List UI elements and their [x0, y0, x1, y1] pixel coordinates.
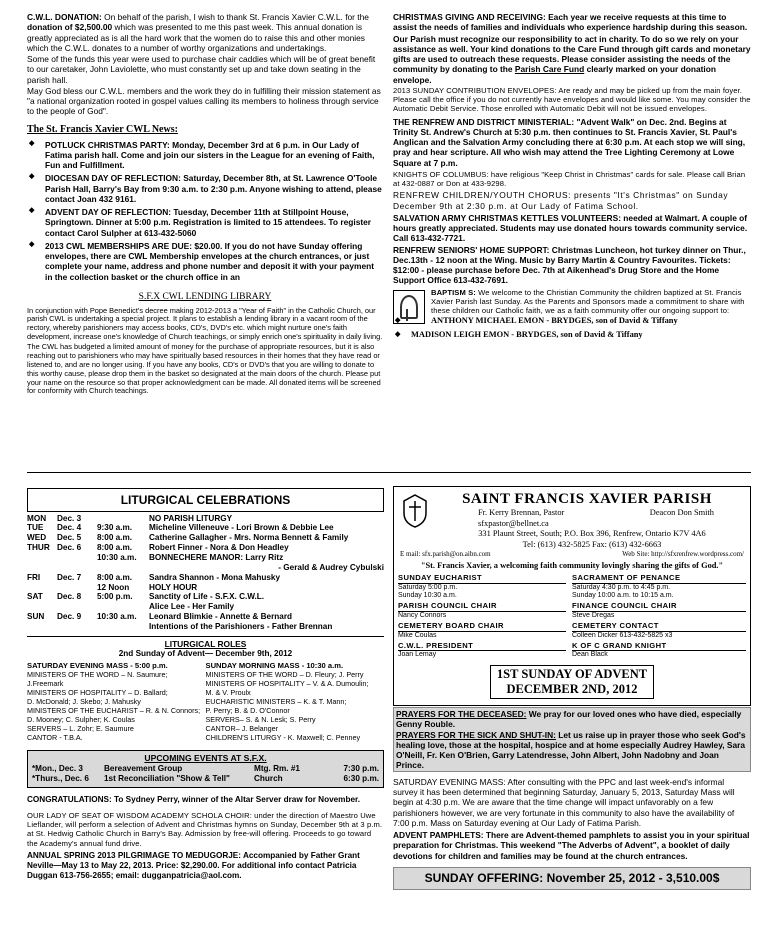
liturgy-row [27, 553, 384, 563]
liturgy-row [27, 592, 384, 602]
liturgy-day [27, 622, 57, 632]
parish-info-heading: K OF C GRAND KNIGHT [572, 642, 746, 652]
parish-address: 331 Plaunt Street, South; P.O. Box 396, Renfrew, Ontario K7V 4A6 [478, 529, 706, 539]
event-location: Church [254, 773, 283, 783]
liturgy-date [57, 583, 97, 593]
liturgy-date: Dec. 7 [57, 572, 82, 582]
liturgy-intention: Sandra Shannon - Mona Mahusky [149, 572, 281, 582]
envelopes-notice: 2013 SUNDAY CONTRIBUTION ENVELOPES: Are ready and may be picked up from the main foyer. Please call the office if you do not currently have envelopes and would like some. You may consider the Automatic Debit Service. Those enrolled with Automatic Debit will not be issued envelopes. [393, 85, 751, 114]
liturgy-row [27, 533, 384, 543]
upcoming-events-box [27, 750, 384, 787]
liturgy-intention: Micheline Villeneuve - Lori Brown & Debbie Lee [149, 523, 334, 533]
salvation-army: SALVATION ARMY CHRISTMAS KETTLES VOLUNTEERS: needed at Walmart. A couple of hours greatly appreciated. Students may use donated hours towards community service. Call 613-432-7721. [393, 212, 748, 244]
prayers-deceased: We pray for our loved ones who have died, especially Genny Rouble. [396, 709, 742, 730]
liturgy-intention: NO PARISH LITURGY [149, 513, 233, 523]
parish-pastor: Fr. Kerry Brennan, Pastor [478, 508, 565, 518]
liturgy-time: 8:00 a.m. [97, 572, 133, 582]
advent-pamphlets: ADVENT PAMPHLETS: There are Advent-themed pamphlets to assist you in your spiritual preparation for Christmas. This weekend "The Adverbs of Advent", a booklet of daily devotions for children and families may be found at the church entrances. [393, 830, 750, 861]
sunday-roles-heading: SUNDAY MORNING MASS - 10:30 a.m. [205, 661, 344, 670]
liturgy-intention: HOLY HOUR [149, 582, 198, 592]
saturday-mass-notice: SATURDAY EVENING MASS: After consulting with the PPC and last week-end's informal survey it has been determined that beginning Saturday, January 5, 2013, Saturday Mass will begin at 4:30 p.m. We are aware that the time change will impact unfavorably on a few parishioners however, we are very fortunate in this community to also have the availability of 7:00 p.m. Mass on Saturday evening at Our Lady of Fatima Parish. [393, 776, 735, 828]
liturgy-intention: Robert Finner - Nora & Don Headley [149, 543, 289, 553]
prayers-box [393, 707, 751, 771]
lending-library-heading: S.F.X CWL LENDING LIBRARY [138, 291, 272, 302]
saturday-roles-heading: SATURDAY EVENING MASS - 5:00 p.m. [27, 661, 168, 670]
parish-info-heading: CEMETERY CONTACT [572, 622, 746, 632]
role-line: MINISTERS OF HOSPITALITY – V. & A. Dumoulin; [205, 679, 369, 689]
advent-line2: DECEMBER 2ND, 2012 [506, 682, 638, 697]
liturgy-time: 10:30 a.m. [97, 553, 137, 562]
liturgy-intention: Catherine Gallagher - Mrs. Norma Bennett & Family [149, 533, 349, 543]
liturgy-date [57, 563, 97, 573]
liturgical-roles-title: LITURGICAL ROLES [27, 636, 384, 649]
role-line: MINISTERS OF HOSPITALITY – D. Ballard; [27, 688, 168, 698]
liturgy-row [27, 612, 384, 622]
role-line: MINISTERS OF THE EUCHARIST – R. & N. Connors; [27, 706, 201, 716]
seniors-support: RENFREW SENIORS' HOME SUPPORT: Christmas Luncheon, hot turkey dinner on Thur., Dec.13th - 12 noon at the Wing. Music by Barry Martin & Country Favourites. Tickets: $12:00 - please purchase before Dec. 7th at Aikenhead's Drug Store and the Home Support Office 613-432-7691. [393, 244, 746, 286]
parish-email1[interactable]: sfxpastor@bellnet.ca [478, 518, 549, 528]
prayers-sick: Let us raise up in prayer those who seek God's healing love, those at the hospital, hospice and at home especially Audrey Hawley, Sara O'Neill, Fr. Ken O'Brien, Garry Latendresse, John Albert, John Nadobny and Joan Prince. [396, 729, 746, 770]
liturgy-day: MON [27, 513, 47, 523]
parish-info-cell [572, 622, 746, 640]
role-line: MINISTERS OF THE WORD – N. Saumure; J.Freemark [27, 670, 168, 689]
liturgy-time: 9:30 a.m. [97, 523, 133, 533]
cwl-donation-text-a: On behalf of the parish, I wish to thank St. Francis Xavier C.W.L. for the [104, 12, 369, 22]
parish-info-line: Dean Black [572, 651, 608, 659]
kofc-notice: KNIGHTS OF COLUMBUS: have religious "Keep Christ in Christmas" cards for sale. Please call Brian at 432-0887 or Don at 433-9298. [393, 169, 746, 188]
advent-line1: 1ST SUNDAY OF ADVENT [496, 667, 648, 682]
parish-info-line: Mike Coulas [398, 631, 437, 639]
liturgy-date: Dec. 4 [57, 523, 82, 533]
liturgy-day [27, 563, 57, 573]
liturgy-day: THUR [27, 543, 50, 553]
parish-name: SAINT FRANCIS XAVIER PARISH [462, 491, 712, 507]
lending-library-text2: The CWL has budgeted a limited amount of money for the purchase of appropriate resources, but it is also reaching out to parishioners who may have spiritually based resources in their homes that they have read or listened to, and are no longer using. If you have any books, CD's or DVD's that you are willing to donate to this worthy cause, please drop them in the basket so designated at the main doors of the church. Please put your name on the resource so that proper acknowledgment can be made. All donated items will be screened for conformity with Church teachings. [27, 342, 381, 396]
role-line: D. Mooney; C. Sulpher; K. Coulas [27, 715, 135, 725]
liturgy-time [97, 602, 149, 612]
event-row [32, 774, 379, 784]
lending-library-text: In conjunction with Pope Benedict's decree making 2012-2013 a "Year of Faith" in the Catholic Church, our parish CWL is undertaking a special project. It plans to establish a lending library in a vacant room of the rectory, whereby parishioners may access books, CD's, DVD's etc. which might nurture one's faith development, increase one's knowledge of Church teachings, or simply enrich one's spirituality in daily living. [27, 305, 383, 342]
parish-info-heading: FINANCE COUNCIL CHAIR [572, 602, 746, 612]
event-row [32, 764, 379, 774]
parish-info-cell [572, 602, 746, 620]
parish-crest-icon [400, 493, 430, 529]
renfrew-ministerial: THE RENFREW AND DISTRICT MINISTERIAL: "Advent Walk" on Dec. 2nd. Begins at Trinity St. Andrew's Church at 5:30 p.m. then continues to St. Francis Xavier, St. Paul's Anglican and the Salvation Army concluding there at 6:30 p.m. At each stop we will sing, pray and hear scripture. All who wish may attend the Tree Lighting Ceremony at Lowe Square at 7 p.m. [393, 116, 746, 168]
baptism-text: We welcome to the Christian Community the children baptized at St. Francis Xavier Parish last Sunday. As the Parents and Sponsors made a commitment to share with these children our Catholic faith, we as a faith community offer our ongoing support to: [431, 287, 745, 315]
parish-phones: Tel: (613) 432-5825 Fax: (613) 432-6663 [522, 539, 662, 549]
parish-info-heading: CEMETERY BOARD CHAIR [398, 622, 566, 632]
liturgy-date: Dec. 8 [57, 592, 82, 602]
liturgy-time: 10:30 a.m. [97, 612, 137, 622]
liturgy-intention: Alice Lee - Her Family [149, 602, 235, 612]
event-location: Mtg. Rm. #1 [254, 763, 300, 773]
event-name: Bereavement Group [104, 763, 183, 773]
event-time: 7:30 p.m. [343, 763, 379, 773]
cwl-donation-section [27, 12, 383, 117]
liturgy-day: SUN [27, 612, 45, 622]
upcoming-events-title: UPCOMING EVENTS AT S.F.X. [144, 753, 267, 764]
prayers-deceased-lead: PRAYERS FOR THE DECEASED: [396, 709, 527, 720]
baptism-lead: BAPTISM S: [431, 287, 476, 297]
parish-info-cell [398, 574, 572, 600]
right-top-column [393, 12, 751, 343]
liturgical-section [27, 488, 384, 882]
cwl-news-item: ◆ 2013 CWL MEMBERSHIPS ARE DUE: $20.00. If you do not have Sunday offering envelopes, there are CWL Membership envelopes at the church entrances, or just complete your name, address and phone number and deposit it with your payment in the collection basket or the church office in an [27, 241, 383, 282]
liturgy-intention: Sanctity of Life - S.F.X. C.W.L. [149, 592, 265, 602]
parish-website[interactable]: Web Site: http://sfxrenfrew.wordpress.com/ [622, 550, 744, 559]
role-line: SERVERS – L. Zohr; E. Saumure [27, 724, 134, 734]
cwl-news-list [27, 140, 383, 282]
baptized-list [393, 316, 751, 340]
liturgical-title: LITURGICAL CELEBRATIONS [27, 488, 384, 512]
care-fund-text-b: clearly marked on your donation envelope. [393, 64, 716, 85]
parish-info-line: Sunday 10:00 a.m. to 10:15 a.m. [572, 592, 674, 600]
liturgy-row [27, 514, 384, 524]
role-line: M. & V. Proulx [205, 688, 251, 698]
section-divider [27, 472, 751, 473]
youth-chorus: RENFREW CHILDREN/YOUTH CHORUS: presents "It's Christmas" on Sunday December 9th at 2:30 p.m. at Our Lady of Fatima School. [393, 190, 729, 211]
role-line: EUCHARISTIC MINISTERS – K. & T. Mann; [205, 697, 347, 707]
cwl-donation-para2: Some of the funds this year were used to purchase chair caddies which will be of great benefit to our caretaker, John Laviolette, who must constantly set up and take down seating in the parish hall. [27, 54, 376, 85]
cwl-donation-amount: donation of $2,500.00 [27, 22, 113, 33]
liturgy-time: 8:00 a.m. [97, 543, 133, 553]
parish-info-line: Saturday 5:00 p.m. [398, 584, 458, 592]
parish-info-line: Saturday 4:30 p.m. to 4:45 p.m. [572, 584, 671, 592]
role-line: CANTOR - T.B.A. [27, 733, 83, 743]
liturgy-time [97, 563, 149, 573]
role-line: CANTOR– J. Belanger [205, 724, 279, 734]
parish-info-line: Sunday 10:30 a.m. [398, 592, 457, 600]
prayers-sick-lead: PRAYERS FOR THE SICK AND SHUT-IN: [396, 729, 556, 740]
cwl-news-item: ◆ DIOCESAN DAY OF REFLECTION: Saturday, December 8th, at St. Lawrence O'Toole Parish Hall, Barry's Bay from 9:30 a.m. to 2:30 p.m. Anyone wishing to attend, please contact Joan 432 9161. [27, 173, 383, 204]
schola-choir: OUR LADY OF SEAT OF WISDOM ACADEMY SCHOLA CHOIR: under the direction of Maestro Uwe Lieflander, will perform a selection of Advent and Christmas hymns on Sunday, December 9th at 3 p.m. at St. Hedwig Catholic Church in Barry's Bay. Admission by free-will offering. Proceeds to go toward the Academy's annual fund drive. [27, 810, 383, 848]
cwl-news-item: ◆ POTLUCK CHRISTMAS PARTY: Monday, December 3rd at 6 p.m. in Our Lady of Fatima parish hall. Come and join our sisters in the League for an evening of Faith, Fun and Fulfillment. [27, 140, 383, 171]
liturgical-roles [27, 661, 384, 742]
parish-contact [398, 508, 746, 559]
liturgy-intention: BONNECHERE MANOR: Larry Ritz [149, 553, 284, 562]
parish-info-cell [398, 602, 572, 620]
liturgy-row [27, 622, 384, 632]
event-date: *Thurs., Dec. 6 [32, 773, 89, 783]
parish-info-heading: SUNDAY EUCHARIST [398, 574, 566, 584]
liturgy-time [97, 622, 149, 632]
event-time: 6:30 p.m. [343, 773, 379, 783]
liturgy-day: TUE [27, 523, 44, 533]
parish-info-cell [572, 574, 746, 600]
liturgy-row [27, 573, 384, 583]
liturgy-time: 8:00 a.m. [97, 533, 133, 543]
liturgy-date [57, 622, 97, 632]
parish-info-line: Colleen Dicker 613-432-5825 x3 [572, 631, 673, 639]
parish-email2[interactable]: E mail: sfx.parish@on.aibn.com [400, 550, 491, 559]
liturgy-day: WED [27, 533, 47, 543]
liturgical-roles-subtitle: 2nd Sunday of Advent— December 9th, 2012 [118, 649, 293, 658]
liturgy-row [27, 563, 384, 573]
liturgy-intention: Leonard Blimkie - Annette & Bernard [149, 612, 293, 622]
role-line: SERVERS– S. & N. Lesk; S. Perry [205, 715, 316, 725]
liturgy-day: SAT [27, 592, 43, 602]
liturgy-row [27, 602, 384, 612]
sunday-offering: SUNDAY OFFERING: November 25, 2012 - 3,510.00$ [393, 867, 751, 890]
pilgrimage: ANNUAL SPRING 2013 PILGRIMAGE TO MEDUGORJE: Accompanied by Father Grant Neville—May 13 to May 22, 2013. Price: $2,290.00. For additional info contact Patricia Duggan 613-756-2655; email: dugganpatricia@aol.com. [27, 850, 360, 880]
parish-info-box [393, 486, 751, 706]
liturgy-date: Dec. 6 [57, 543, 82, 553]
parish-info-cell [398, 622, 572, 640]
role-line: D. McDonald; J. Skebo; J. Mahusky [27, 697, 141, 707]
liturgy-day [27, 553, 57, 563]
liturgy-row [27, 583, 384, 593]
liturgy-day [27, 602, 57, 612]
liturgy-date [57, 553, 97, 563]
parish-info-heading: SACRAMENT OF PENANCE [572, 574, 746, 584]
sunday-roles [206, 661, 385, 742]
parish-motto: "St. Francis Xavier, a welcoming faith community lovingly sharing the gifts of God." [420, 561, 724, 571]
liturgical-schedule [27, 514, 384, 632]
liturgy-time: 5:00 p.m. [97, 592, 133, 602]
liturgy-time: 12 Noon [97, 582, 130, 592]
parish-info-line: Steve Dregas [572, 611, 615, 619]
cwl-donation-lead: C.W.L. DONATION: [27, 12, 102, 22]
liturgy-date: Dec. 5 [57, 533, 82, 543]
parish-info-cell [398, 642, 572, 660]
advent-banner [490, 665, 654, 699]
christmas-giving: CHRISTMAS GIVING AND RECEIVING: Each year we receive requests at this time to assist the needs of families and individuals who experience hardship during this season. [393, 12, 748, 33]
cwl-news-item: ◆ ADVENT DAY OF REFLECTION: Tuesday, December 11th at Stillpoint House, Springtown. Dinner at 5:00 p.m. Registration is limited to 15 attendees. To register contact Carol Sulpher at 613-432-5060 [27, 207, 383, 238]
cwl-news-heading: The St. Francis Xavier CWL News: [27, 123, 178, 135]
liturgy-intention: - Gerald & Audrey Cybulski [278, 562, 384, 572]
role-line: P. Perry; B. & D. O'Connor [205, 706, 290, 716]
parish-info-cell [572, 642, 746, 660]
left-top-column [27, 12, 383, 397]
event-name: 1st Reconciliation "Show & Tell" [104, 773, 230, 783]
liturgy-day: FRI [27, 572, 41, 582]
liturgy-day [27, 583, 57, 593]
parish-section [393, 486, 751, 890]
parish-info-heading: PARISH COUNCIL CHAIR [398, 602, 566, 612]
liturgy-date: Dec. 9 [57, 612, 82, 622]
role-line: MINISTERS OF THE WORD – D. Fleury; J. Perry [205, 670, 364, 680]
parish-info-line: Joan Lemay [398, 651, 437, 659]
liturgy-intention: Intentions of the Parishioners - Father Brennan [149, 621, 333, 631]
care-fund-link[interactable]: Parish Care Fund [514, 64, 585, 75]
parish-info-grid [398, 574, 746, 661]
cwl-donation-para3: May God bless our C.W.L. members and the work they do in fulfilling their mission statement as "a national organization rooted in gospel values calling its members to holiness through service to the people of God". [27, 85, 381, 117]
parish-info-line: Nancy Connors [398, 611, 447, 619]
baptized-item: ◆ MADISON LEIGH EMON - BRYDGES, son of David & Tiffany [393, 330, 751, 340]
liturgy-time [97, 514, 149, 524]
saturday-roles [27, 661, 206, 742]
parish-info-heading: C.W.L. PRESIDENT [398, 642, 566, 652]
liturgy-date [57, 602, 97, 612]
liturgy-date: Dec. 3 [57, 513, 82, 523]
care-fund-text-a: Our Parish must recognize our responsibility to act in charity. To do so we rely on your assistance as well. Your kind donations to the Care Fund through gift cards and monetary gifts are used to outreach these requests. Please consider assisting the needs of the community by donating to the [393, 33, 751, 75]
liturgy-row [27, 523, 384, 533]
cwl-donation-text-c: which was presented to me this past week. This annual donation is greatly appreciated as is all the hard work that the women do to raise this and other monies which the C.W.L. donates to a number of worthy organizations and undertakings. [27, 22, 365, 53]
baptized-item: ◆ ANTHONY MICHAEL EMON - BRYDGES, son of David & Tiffany [393, 316, 751, 326]
liturgy-row [27, 543, 384, 553]
event-date: *Mon., Dec. 3 [32, 763, 83, 773]
baptism-section [393, 288, 751, 343]
congratulations: CONGRATULATIONS: To Sydney Perry, winner of the Altar Server draw for November. [27, 794, 361, 804]
role-line: CHILDREN'S LITURGY - K. Maxwell; C. Penney [205, 733, 361, 743]
parish-deacon: Deacon Don Smith [649, 508, 714, 518]
